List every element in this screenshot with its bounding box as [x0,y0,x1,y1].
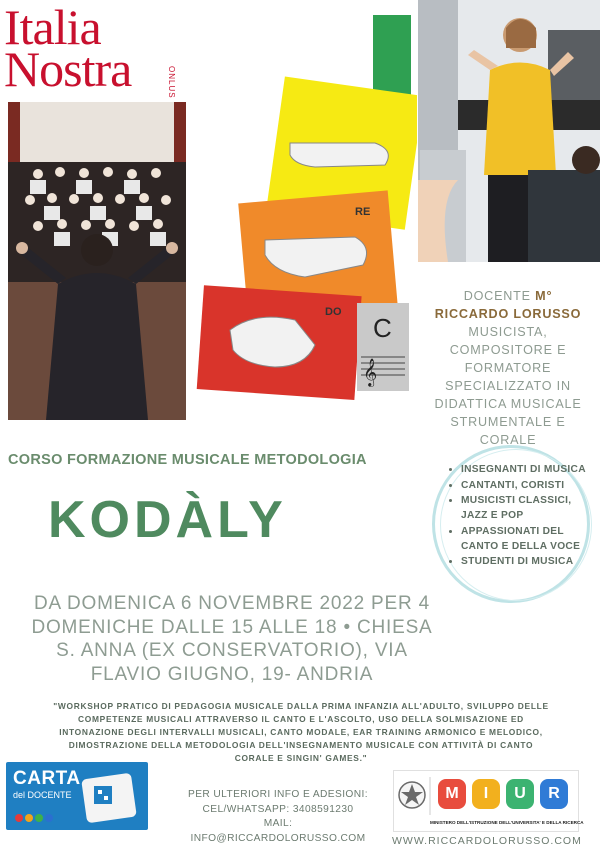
audience-list [449,462,591,570]
logo-onlus: ONLUS [167,66,176,99]
qr-code-icon [94,786,112,804]
teacher-conducting-photo [418,0,600,262]
miur-logo [393,770,584,832]
carta-title: CARTA [13,768,81,789]
logo-line-nostra: Nostra [4,41,132,97]
method-title: KODÀLY [48,491,287,549]
contact-email: MAIL: INFO@RICCARDOLORUSSO.COM [190,818,366,844]
miur-caption: MINISTERO DELL'ISTRUZIONE DELL'UNIVERSITA' E DELLA RICERCA [430,820,584,825]
miur-letter-r: R [548,785,560,802]
teacher-name: M° RICCARDO LORUSSO [434,289,582,321]
teacher-bio [425,287,591,449]
miur-letter-i: I [483,785,489,802]
logo-line-italia: Italia [4,0,101,55]
audience-item: • STUDENTI DI MUSICA [461,554,591,569]
italia-nostra-logo [4,0,194,100]
website-link[interactable]: WWW.RICCARDOLORUSSO.COM [392,835,582,847]
do-label: DO [325,306,342,318]
re-label: RE [355,206,371,218]
treble-clef-icon: 𝄞 [363,359,378,386]
choir-conductor-photo [8,102,186,420]
course-title: CORSO FORMAZIONE MUSICALE METODOLOGIA [8,452,367,468]
miur-letter-m: M [445,785,459,802]
clef-letter: C [373,313,392,343]
audience-item: • CANTANTI, CORISTI [461,478,591,493]
schedule-text: DA DOMENICA 6 NOVEMBRE 2022 PER 4 DOMENICHE DALLE 15 ALLE 18 • CHIESA S. ANNA (EX CONSERVATORIO), VIA FLAVIO GIUGNO, 19- ANDRIA [31,593,433,685]
audience-item: • APPASSIONATI DEL CANTO E DELLA VOCE [461,524,591,554]
contact-phone: CEL/WHATSAPP: 3408591230 [202,803,354,815]
kodaly-hand-signs-graphic [195,15,417,410]
contact-info [178,788,378,846]
teacher-bio-prefix: DOCENTE [463,289,536,303]
teacher-role: MUSICISTA, COMPOSITORE E FORMATORE SPECIALIZZATO IN DIDATTICA MUSICALE STRUMENTALE E CORALE [434,325,582,447]
miur-letter-u: U [514,785,526,802]
audience-item: • MUSICISTI CLASSICI, JAZZ E POP [461,493,591,523]
contact-heading: PER ULTERIORI INFO E ADESIONI: [188,789,368,800]
audience-item: • INSEGNANTI DI MUSICA [461,462,591,477]
carta-del-docente-logo [6,762,148,830]
carta-subtitle: del DOCENTE [13,790,72,800]
workshop-description: "WORKSHOP PRATICO DI PEDAGOGIA MUSICALE DALLA PRIMA INFANZIA ALL'ADULTO, SVILUPPO DELLE COMPETENZE MUSICALI ATTRAVERSO IL CANTO E L'ASCOLTO, USO DELLA SOLMISAZIONE ED INTONAZIONE DEGLI INTERVALLI MUSICALI, CANTO MODALE, EAR TRAINING ARMONICO E MELODICO, DIMOSTRAZIONE DELLA METODOLOGIA DELL'INSEGNAMENTO MUSICALE CON ATTIVITÀ DI CANTO CORALE E SINGIN' GAMES." [53,701,549,763]
